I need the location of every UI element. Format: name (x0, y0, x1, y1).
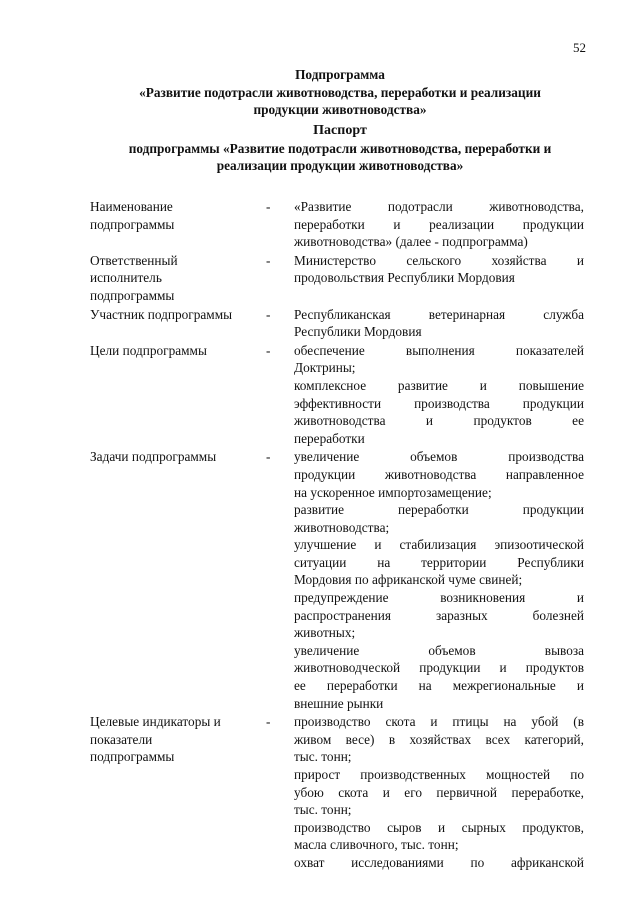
value-line: улучшение и стабилизация эпизоотической (294, 537, 584, 553)
row-label (90, 713, 266, 871)
passport-row-indicators (90, 713, 590, 871)
row-value (294, 713, 584, 871)
passport-subtitle-line: подпрограммы «Развитие подотрасли животноводства, переработки и (128, 140, 552, 156)
value-line: охват исследованиями по африканской (294, 854, 584, 870)
passport-subtitle-line: реализации продукции животноводства» (216, 158, 464, 173)
row-value (294, 306, 584, 341)
passport-heading (40, 122, 640, 175)
passport-row-tasks (90, 448, 590, 712)
passport-row-goals (90, 342, 590, 448)
value-line: животноводства и продуктов ее (294, 413, 584, 429)
label-line: подпрограммы (90, 749, 175, 765)
row-label (90, 198, 266, 251)
value-line: внешние рынки (294, 695, 384, 711)
label-line: подпрограммы (90, 216, 175, 232)
row-value (294, 252, 584, 305)
passport-title: Паспорт (313, 123, 367, 138)
value-line: Республики Мордовия (294, 324, 422, 340)
value-line: животноводства» (далее - подпрограмма) (294, 234, 528, 250)
title-line: продукции животноводства» (253, 102, 427, 117)
value-line: «Развитие подотрасли животноводства, (294, 199, 584, 214)
row-label (90, 252, 266, 305)
value-line: Министерство сельского хозяйства и (294, 252, 584, 268)
label-line: Цели подпрограммы (90, 342, 207, 358)
label-text: Целевые индикаторы и (90, 714, 221, 730)
value-line: ситуации на территории Республики (294, 554, 584, 570)
label-line: Наименование (90, 199, 173, 214)
passport-row-name (90, 198, 590, 251)
passport-table (90, 198, 590, 873)
value-line: животноводства; (294, 519, 390, 535)
value-line: распространения заразных болезней (294, 607, 584, 623)
page-number: 52 (573, 40, 586, 55)
value-line: увеличение объемов производства (294, 449, 584, 465)
label-line: Участник подпрограммы (90, 306, 233, 322)
label-line: исполнитель (90, 270, 162, 286)
dash-separator: - (266, 252, 271, 268)
value-line: производство скота и птицы на убой (в (294, 714, 584, 730)
value-line: тыс. тонн; (294, 749, 352, 765)
label-line: показатели (90, 731, 153, 747)
value-line: предупреждение возникновения и (294, 590, 584, 606)
passport-row-executor (90, 252, 590, 305)
value-line: прирост производственных мощностей по (294, 767, 584, 782)
label-line: подпрограммы (90, 287, 175, 303)
dash-separator: - (266, 199, 271, 214)
dash-separator: - (266, 714, 271, 730)
dash-separator: - (266, 306, 271, 322)
title-line: Подпрограмма (295, 67, 385, 82)
value-line: Мордовия по африканской чуме свиней; (294, 572, 523, 588)
value-line: живом весе) в хозяйствах всех категорий, (294, 731, 584, 747)
row-label (90, 306, 266, 341)
value-line: переработки (294, 430, 365, 446)
passport-row-participant (90, 306, 590, 341)
value-line: переработки и реализации продукции (294, 216, 584, 232)
value-line: продукции животноводства направленное (294, 466, 584, 482)
value-line: эффективности производства продукции (294, 395, 584, 411)
value-line: ее переработки на межрегиональные и (294, 678, 584, 694)
row-value (294, 198, 584, 251)
row-label (90, 342, 266, 448)
value-line: Республиканская ветеринарная служба (294, 306, 584, 322)
label-line (90, 713, 262, 731)
value-line: животноводческой продукции и продуктов (294, 660, 584, 676)
subprogram-title (40, 66, 640, 119)
value-line: развитие переработки продукции (294, 502, 584, 518)
dash-separator: - (266, 342, 271, 358)
value-line: на ускоренное импортозамещение; (294, 484, 492, 500)
label-line: Задачи подпрограммы (90, 449, 217, 465)
label-line: Ответственный (90, 252, 178, 268)
value-line: Доктрины; (294, 360, 356, 376)
value-line: обеспечение выполнения показателей (294, 342, 584, 358)
row-label (90, 448, 266, 712)
value-line: убою скота и его первичной переработке, (294, 784, 584, 800)
value-line: увеличение объемов вывоза (294, 642, 584, 658)
value-line: продовольствия Республики Мордовия (294, 270, 515, 286)
row-value (294, 342, 584, 448)
value-line: производство сыров и сырных продуктов, (294, 819, 584, 835)
title-line: «Развитие подотрасли животноводства, переработки и реализации (139, 84, 541, 100)
row-value (294, 448, 584, 712)
dash-separator: - (266, 449, 271, 465)
value-line: масла сливочного, тыс. тонн; (294, 837, 459, 853)
value-line: животных; (294, 625, 356, 641)
value-line: комплексное развитие и повышение (294, 377, 584, 393)
value-line: тыс. тонн; (294, 802, 352, 818)
